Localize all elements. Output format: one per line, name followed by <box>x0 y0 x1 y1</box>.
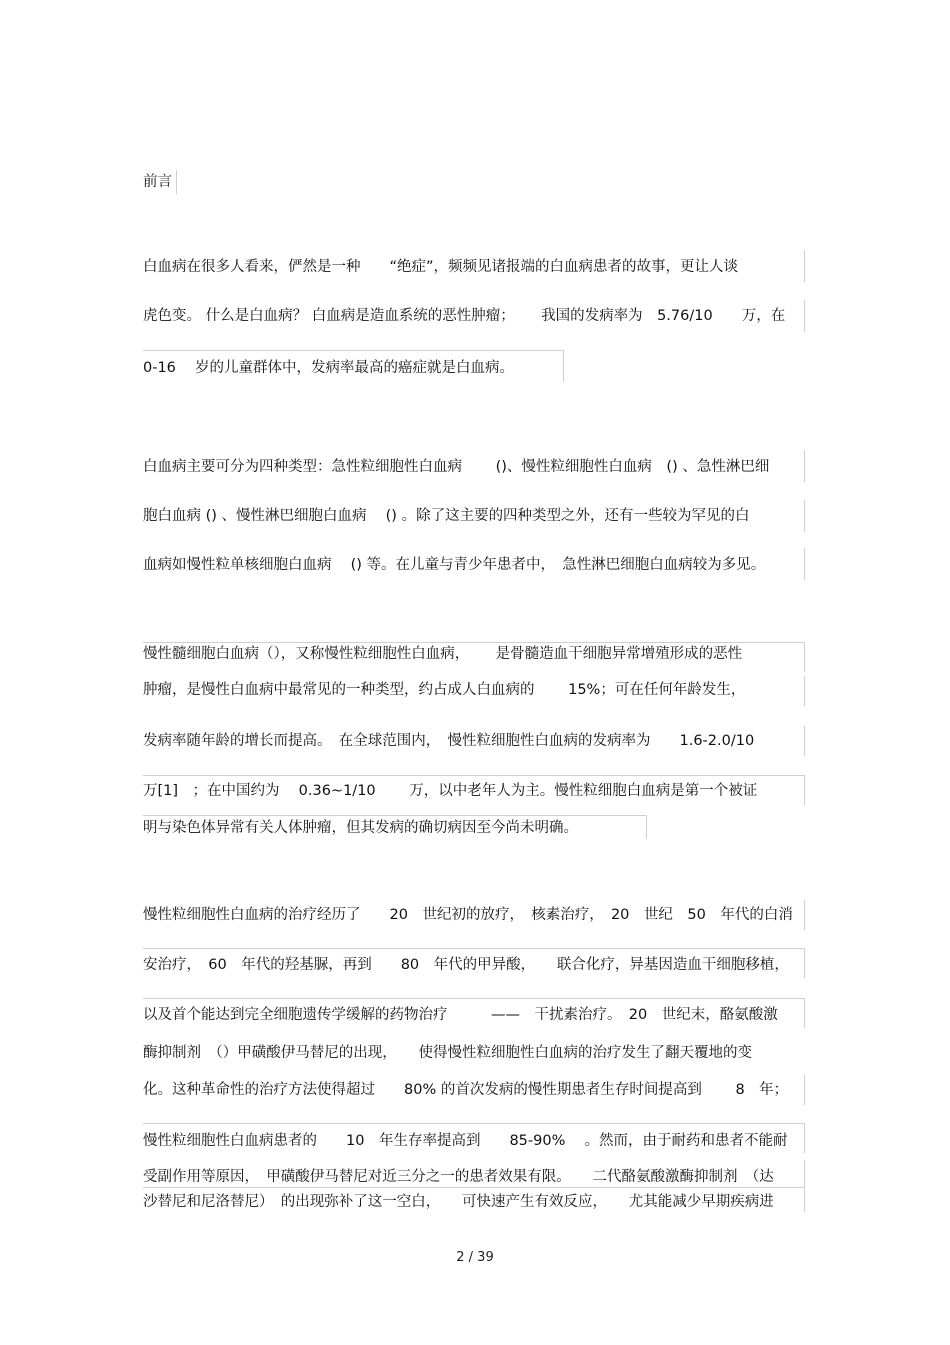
text-divider <box>804 900 805 930</box>
paragraph-3-line-2: 肿瘤，是慢性白血病中最常见的一种类型，约占成人白血病的 15%；可在任何年龄发生， <box>143 682 746 698</box>
text-divider <box>143 350 563 351</box>
text-divider <box>143 775 804 776</box>
text-divider <box>804 676 805 706</box>
section-heading: 前言 <box>143 174 172 190</box>
text-divider <box>143 642 804 643</box>
paragraph-4-line-3: 以及首个能达到完全细胞遗传学缓解的药物治疗 —— 干扰素治疗。 20 世纪末，酪氨酸激 <box>143 1007 778 1023</box>
text-divider <box>804 250 805 282</box>
text-divider <box>804 548 805 580</box>
paragraph-1-line-3: 0-16 岁的儿童群体中，发病率最高的癌症就是白血病。 <box>143 360 515 376</box>
paragraph-3-line-5: 明与染色体异常有关人体肿瘤，但其发病的确切病因至今尚未明确。 <box>143 820 578 836</box>
text-divider <box>804 642 805 672</box>
paragraph-4-line-6: 慢性粒细胞性白血病患者的 10 年生存率提高到 85-90% 。然而，由于耐药和患者不能耐 <box>143 1133 788 1149</box>
text-divider <box>804 1160 805 1212</box>
text-divider <box>804 948 805 978</box>
paragraph-4-line-1: 慢性粒细胞性白血病的治疗经历了 20 世纪初的放疗， 核素治疗， 20 世纪 50 年代的白消 <box>143 907 793 923</box>
text-divider <box>804 450 805 482</box>
text-divider <box>804 1075 805 1105</box>
text-divider <box>143 815 646 816</box>
paragraph-2-line-2: 胞白血病 () 、慢性淋巴细胞白血病 () 。除了这主要的四种类型之外，还有一些较为罕见的白 <box>143 508 750 524</box>
text-divider <box>804 500 805 532</box>
text-divider <box>143 998 804 999</box>
text-divider <box>143 1187 804 1188</box>
text-divider <box>804 726 805 756</box>
paragraph-3-line-4: 万[1] ；在中国约为 0.36~1/10 万，以中老年人为主。慢性粒细胞白血病是第一个被证 <box>143 783 758 799</box>
paragraph-4-line-5: 化。这种革命性的治疗方法使得超过 80% 的首次发病的慢性期患者生存时间提高到 8 年； <box>143 1082 789 1098</box>
paragraph-3-line-3: 发病率随年龄的增长而提高。 在全球范围内， 慢性粒细胞性白血病的发病率为 1.6-2.0/10 <box>143 733 755 749</box>
text-divider <box>143 1123 804 1124</box>
text-divider <box>176 170 177 194</box>
text-divider <box>804 300 805 332</box>
text-divider <box>646 815 647 839</box>
paragraph-4-line-4: 酶抑制剂 （）甲磺酸伊马替尼的出现， 使得慢性粒细胞性白血病的治疗发生了翻天覆地的变 <box>143 1045 752 1061</box>
paragraph-4-line-8: 沙替尼和尼洛替尼） 的出现弥补了这一空白， 可快速产生有效反应， 尤其能减少早期疾病进 <box>143 1194 774 1210</box>
text-divider <box>143 948 804 949</box>
text-divider <box>804 775 805 805</box>
paragraph-4-line-7: 受副作用等原因， 甲磺酸伊马替尼对近三分之一的患者效果有限。 二代酪氨酸激酶抑制剂 （达 <box>143 1169 774 1185</box>
paragraph-4-line-2: 安治疗， 60 年代的羟基脲，再到 80 年代的甲异酸， 联合化疗，异基因造血干细胞移植， <box>143 957 789 973</box>
paragraph-2-line-1: 白血病主要可分为四种类型：急性粒细胞性白血病 ()、慢性粒细胞性白血病 () 、急性淋巴细 <box>143 459 770 475</box>
text-divider <box>804 1123 805 1153</box>
paragraph-1-line-1: 白血病在很多人看来，俨然是一种 “绝症”，频频见诸报端的白血病患者的故事，更让人谈 <box>143 259 739 275</box>
text-divider <box>563 350 564 382</box>
paragraph-3-line-1: 慢性髓细胞白血病（），又称慢性粒细胞性白血病， 是骨髓造血干细胞异常增殖形成的恶性 <box>143 646 743 662</box>
page-number: 2 / 39 <box>456 1250 494 1265</box>
text-divider <box>804 998 805 1028</box>
paragraph-1-line-2: 虎色变。 什么是白血病？ 白血病是造血系统的恶性肿瘤； 我国的发病率为 5.76/10 万，在 <box>143 308 786 324</box>
paragraph-2-line-3: 血病如慢性粒单核细胞白血病 () 等。在儿童与青少年患者中， 急性淋巴细胞白血病较为多见。 <box>143 557 766 573</box>
